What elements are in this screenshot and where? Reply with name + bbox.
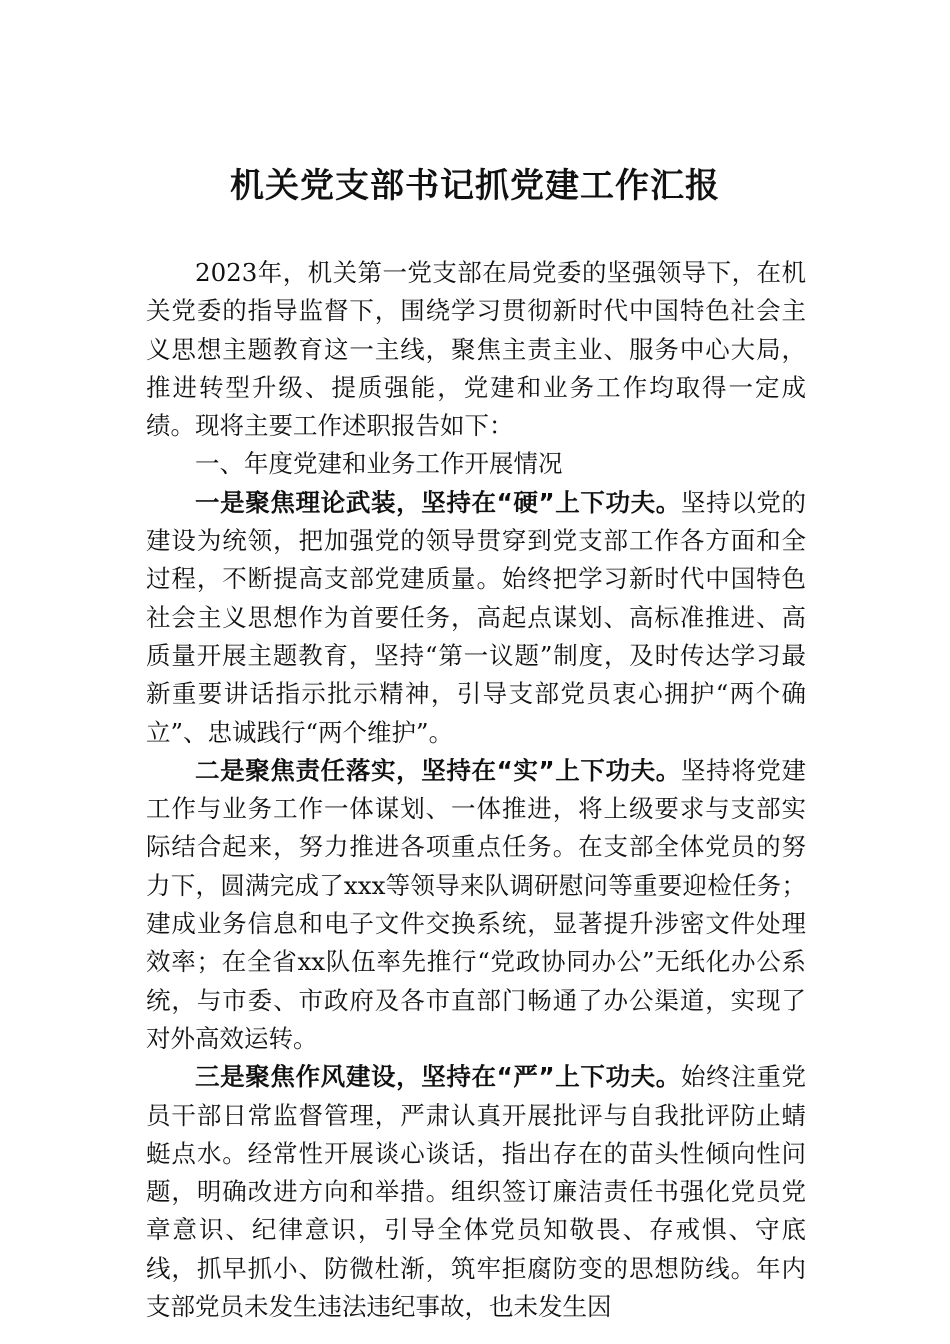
body-paragraph-1 — [146, 484, 806, 752]
paragraph-text: 坚持将党建工作与业务工作一体谋划、一体推进，将上级要求与支部实际结合起来，努力推进各项重点任务。在支部全体党员的努力下，圆满完成了xxx等领导来队调研慰问等重要迎检任务；建成业务信息和电子文件交换系统，显著提升涉密文件处理效率；在全省xx队伍率先推行“党政协同办公”无纸化办公系统，与市委、市政府及各市直部门畅通了办公渠道，实现了对外高效运转。 — [146, 755, 807, 1053]
body-paragraph-3 — [146, 1058, 806, 1326]
intro-paragraph: 2023年，机关第一党支部在局党委的坚强领导下，在机关党委的指导监督下，围绕学习贯彻新时代中国特色社会主义思想主题教育这一主线，聚焦主责主业、服务中心大局，推进转型升级、提质强能，党建和业务工作均取得一定成绩。现将主要工作述职报告如下： — [146, 258, 806, 441]
paragraph-lead: 一是聚焦理论武装，坚持在“硬”上下功夫。 — [195, 487, 681, 517]
paragraph-lead: 三是聚焦作风建设，坚持在“严”上下功夫。 — [195, 1062, 681, 1092]
paragraph-text: 始终注重党员干部日常监督管理，严肃认真开展批评与自我批评防止蜻蜓点水。经常性开展谈心谈话，指出存在的苗头性倾向性问题，明确改进方向和举措。组织签订廉洁责任书强化党员党章意识、纪律意识，引导全体党员知敬畏、存戒惧、守底线，抓早抓小、防微杜渐，筑牢拒腐防变的思想防线。年内支部党员未发生违法违纪事故，也未发生因 — [146, 1062, 807, 1322]
section-heading: 一、年度党建和业务工作开展情况 — [195, 449, 563, 479]
body-paragraph-2 — [146, 752, 806, 1058]
paragraph-lead: 二是聚焦责任落实，坚持在“实”上下功夫。 — [195, 755, 681, 785]
document-title: 机关党支部书记抓党建工作汇报 — [230, 166, 720, 206]
document-body — [146, 254, 806, 1326]
paragraph-text: 坚持以党的建设为统领，把加强党的领导贯穿到党支部工作各方面和全过程，不断提高支部党建质量。始终把学习新时代中国特色社会主义思想作为首要任务，高起点谋划、高标准推进、高质量开展主题教育，坚持“第一议题”制度，及时传达学习最新重要讲话指示批示精神，引导支部党员衷心拥护“两个确立”、忠诚践行“两个维护”。 — [146, 487, 807, 747]
